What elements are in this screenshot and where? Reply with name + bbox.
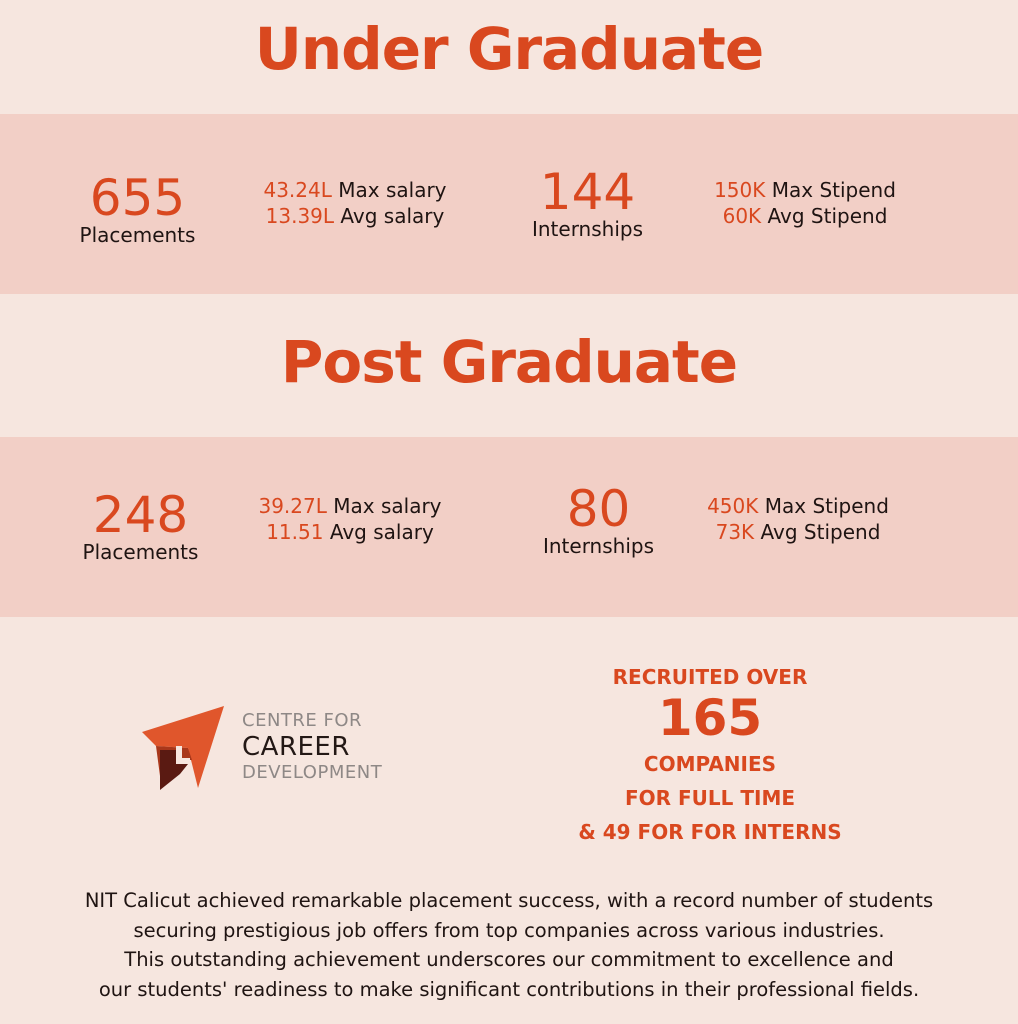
pg-avg-salary-label: Avg salary xyxy=(329,520,434,544)
recruitment-summary xyxy=(560,665,860,849)
pg-max-salary-value: 39.27L xyxy=(258,494,327,518)
full-time-text: FOR FULL TIME xyxy=(624,786,796,810)
summary-paragraph xyxy=(20,886,998,1004)
companies-text: COMPANIES xyxy=(643,752,777,776)
pg-max-stipend-label: Max Stipend xyxy=(764,494,889,518)
ug-max-stipend-label: Max Stipend xyxy=(771,178,896,202)
ug-max-stipend-value: 150K xyxy=(714,178,766,202)
pg-salary xyxy=(235,493,465,545)
recruited-over-text: RECRUITED OVER xyxy=(612,665,808,689)
summary-line-1: NIT Calicut achieved remarkable placement success, with a record number of students xyxy=(84,889,934,912)
ug-avg-salary-label: Avg salary xyxy=(340,204,445,228)
summary-line-2: securing prestigious job offers from top companies across various industries. xyxy=(133,918,885,942)
ug-placements xyxy=(60,169,215,247)
logo-line-centre-for: CENTRE FOR xyxy=(242,710,363,731)
pg-avg-stipend-label: Avg Stipend xyxy=(760,520,881,544)
ug-stipend xyxy=(690,177,920,229)
summary-line-3: This outstanding achievement underscores our commitment to excellence and xyxy=(124,948,894,971)
pg-max-stipend-value: 450K xyxy=(707,494,759,518)
ug-max-salary-label: Max salary xyxy=(338,178,447,202)
ug-max-salary-value: 43.24L xyxy=(263,178,332,202)
ug-placements-label: Placements xyxy=(79,223,196,247)
summary-line-4: our students' readiness to make significant contributions in their professional fields. xyxy=(98,977,920,1001)
ug-internships-label: Internships xyxy=(531,217,644,241)
ug-placements-value: 655 xyxy=(89,169,186,227)
pg-stipend xyxy=(683,493,913,545)
ug-avg-stipend-label: Avg Stipend xyxy=(767,204,888,228)
pg-avg-stipend-value: 73K xyxy=(715,520,755,544)
logo-line-development: DEVELOPMENT xyxy=(242,762,383,783)
pg-max-salary-label: Max salary xyxy=(333,494,442,518)
interns-text: & 49 FOR FOR INTERNS xyxy=(578,820,842,844)
ug-title: Under Graduate xyxy=(254,15,764,83)
ug-internships-value: 144 xyxy=(539,163,636,221)
ug-avg-salary-value: 13.39L xyxy=(265,204,335,228)
pg-avg-salary-value: 11.51 xyxy=(266,520,324,544)
ccd-logo-icon xyxy=(140,700,230,792)
ug-avg-stipend-value: 60K xyxy=(722,204,762,228)
pg-internships-value: 80 xyxy=(566,480,631,538)
ccd-logo-text xyxy=(242,712,382,782)
companies-count: 165 xyxy=(657,689,763,747)
logo-line-career: CAREER xyxy=(242,732,350,762)
pg-placements xyxy=(63,486,218,564)
pg-internships-label: Internships xyxy=(542,534,655,558)
ug-salary xyxy=(240,177,470,229)
pg-title: Post Graduate xyxy=(280,328,738,396)
pg-internships xyxy=(521,480,676,558)
pg-placements-value: 248 xyxy=(92,486,189,544)
ug-internships xyxy=(510,163,665,241)
pg-placements-label: Placements xyxy=(82,540,199,564)
